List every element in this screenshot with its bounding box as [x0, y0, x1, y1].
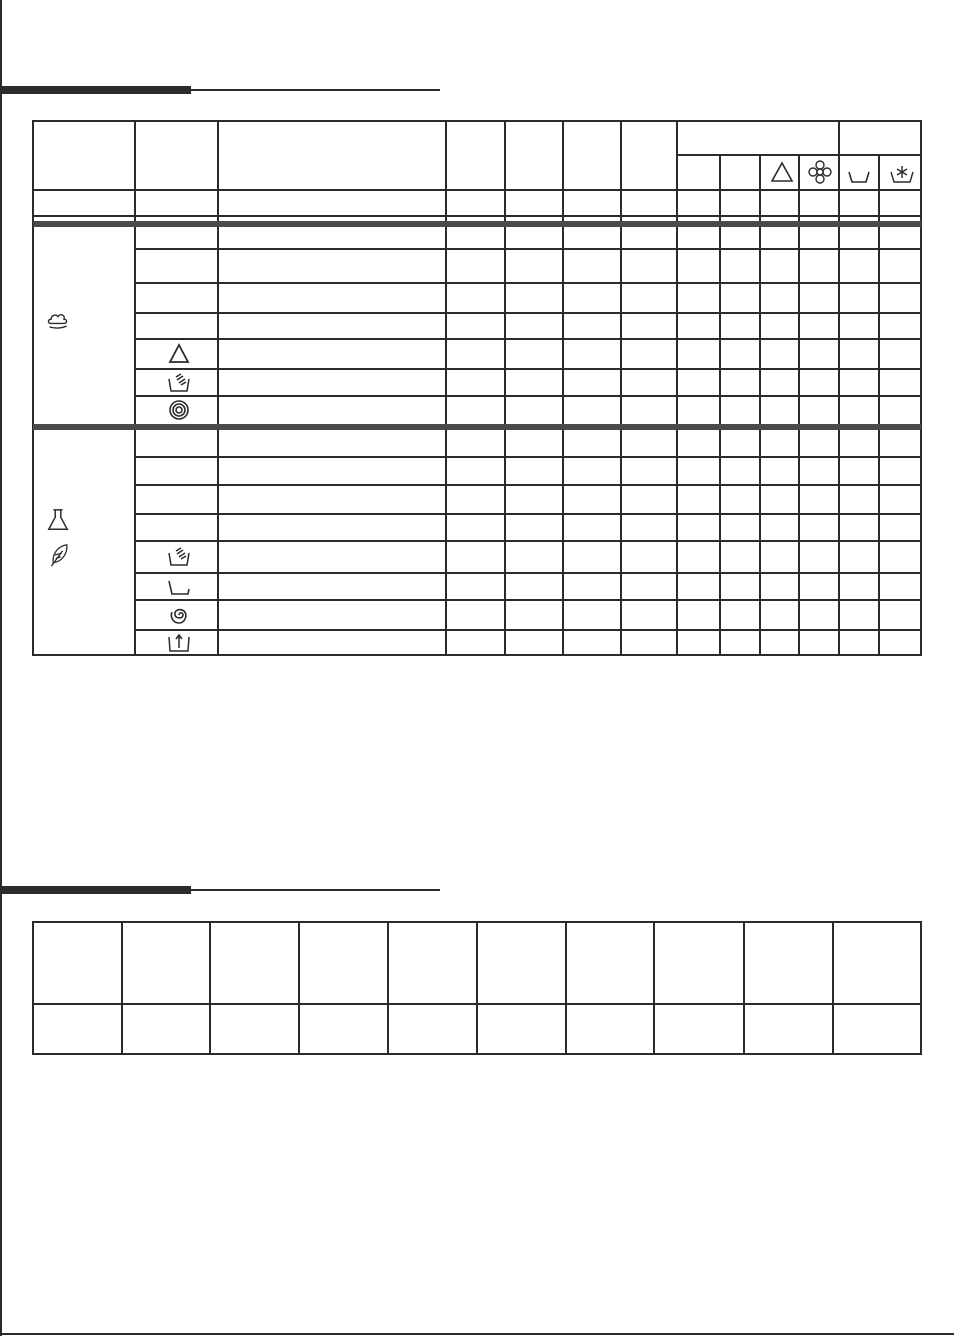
page-left-border [0, 0, 2, 1336]
section1-heading-rule [0, 86, 440, 96]
rinse-icon [167, 371, 191, 395]
feather-icon [48, 543, 74, 571]
page-bottom-border [0, 1333, 954, 1335]
rinse-icon [167, 545, 191, 569]
spin-icon [167, 603, 191, 627]
snowflake-basin-icon [890, 162, 914, 186]
cloud-hand-icon [46, 308, 74, 336]
triangle-icon [770, 160, 794, 184]
triangle-icon [167, 342, 191, 366]
drain-icon [167, 631, 191, 655]
basin-icon [167, 575, 191, 599]
section2-heading-rule [0, 886, 440, 896]
basin-icon [847, 162, 871, 186]
flower-icon [808, 160, 832, 184]
spiral-icon [167, 398, 191, 422]
flask-icon [46, 508, 72, 534]
